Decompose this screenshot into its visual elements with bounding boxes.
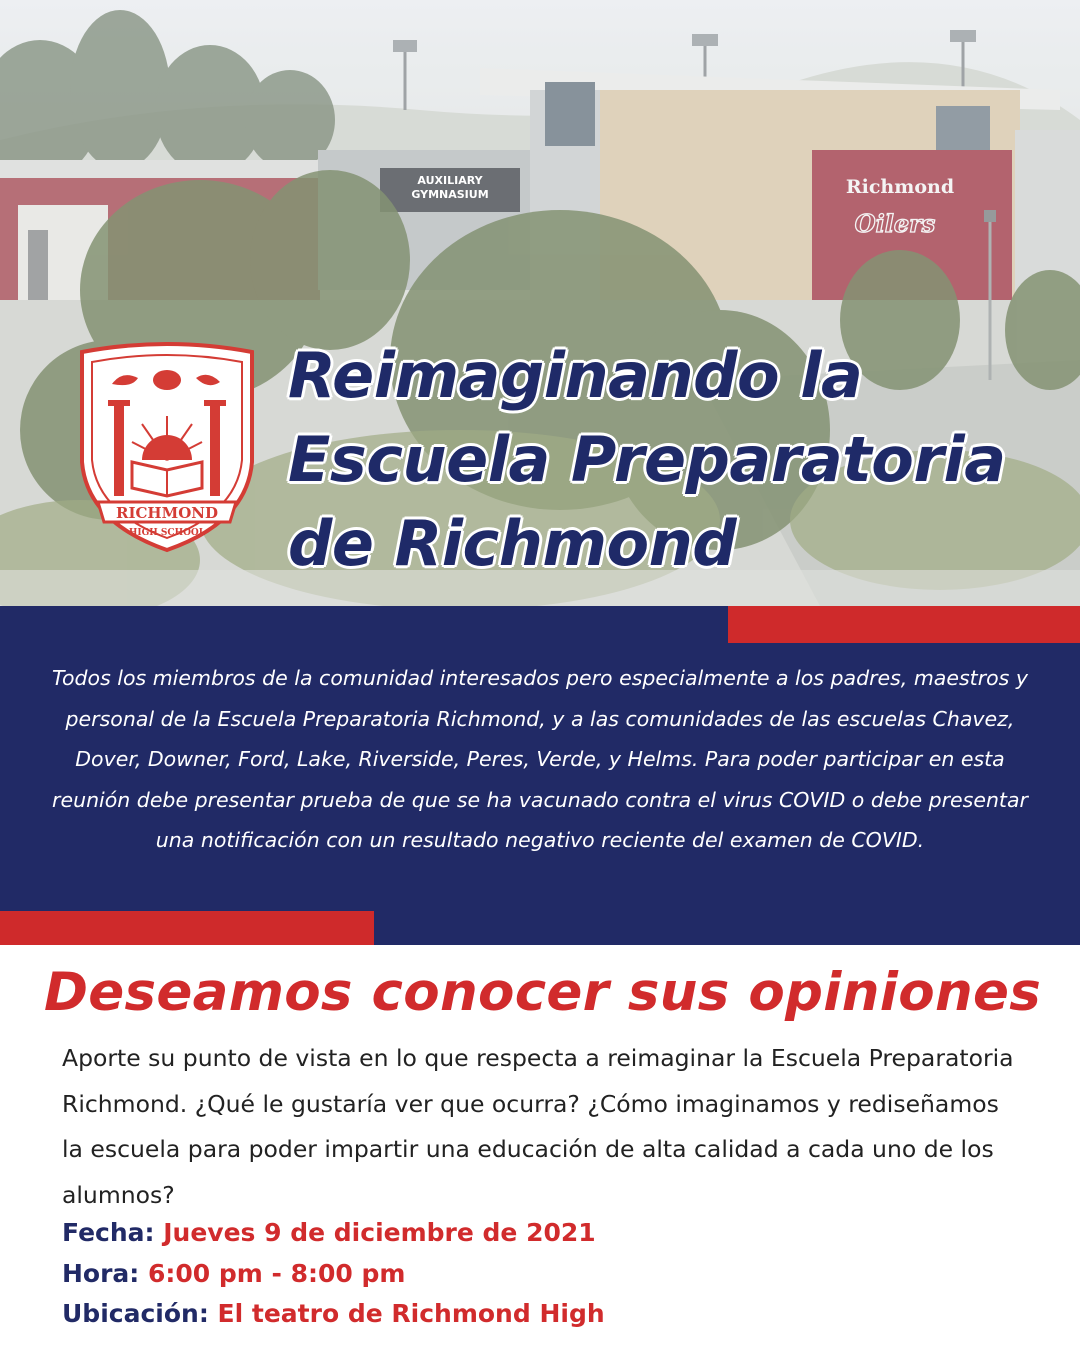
event-date-label: Fecha: [62,1218,155,1247]
hero-photo [0,0,1080,606]
building-sign-line-1: Richmond [845,176,955,198]
event-time [62,1257,405,1291]
red-accent-bar-top [728,606,1080,643]
event-time-label: Hora: [62,1259,140,1288]
school-crest-logo [72,342,262,556]
gym-sign-line-1: AUXILIARY [417,174,483,187]
page-title [288,334,1068,586]
title-line-3: de Richmond [288,507,737,580]
event-time-value: 6:00 pm - 8:00 pm [148,1259,406,1288]
building-sign-line-2: Oilers [854,209,936,238]
event-date-value: Jueves 9 de diciembre de 2021 [163,1218,596,1247]
event-location [62,1297,605,1331]
audience-text: Todos los miembros de la comunidad interesados pero especialmente a los padres, maestros y personal de la Escuela Preparatoria Richmond, y a las comunidades de las escuelas Chavez, Dover, Downer, Ford, Lake, Riverside, Peres, Verde, y Helms. Para poder participar en esta reunión debe presentar prueba de que se ha vacunado contra el virus COVID o debe presentar una notificación con un resultado negativo reciente del examen de COVID. [51,666,1028,852]
audience-banner [0,606,1080,945]
title-line-1: Reimaginando la [288,339,863,412]
red-accent-bar-bottom [0,911,374,945]
event-date [62,1216,596,1250]
title-line-2: Escuela Preparatoria [288,423,1006,496]
crest-banner-text: RICHMOND [116,504,218,522]
section-heading: Deseamos conocer sus opiniones [44,962,1042,1023]
event-location-value: El teatro de Richmond High [217,1299,605,1328]
gym-sign-line-2: GYMNASIUM [411,188,489,201]
crest-subtitle-text: HIGH SCHOOL [128,528,206,538]
event-location-label: Ubicación: [62,1299,209,1328]
section-body: Aporte su punto de vista en lo que respecta a reimaginar la Escuela Preparatoria Richmond. ¿Qué le gustaría ver que ocurra? ¿Cómo imaginamos y rediseñamos la escuela para poder impartir una educación de alta calidad a cada uno de los alumnos? [62,1044,1014,1209]
